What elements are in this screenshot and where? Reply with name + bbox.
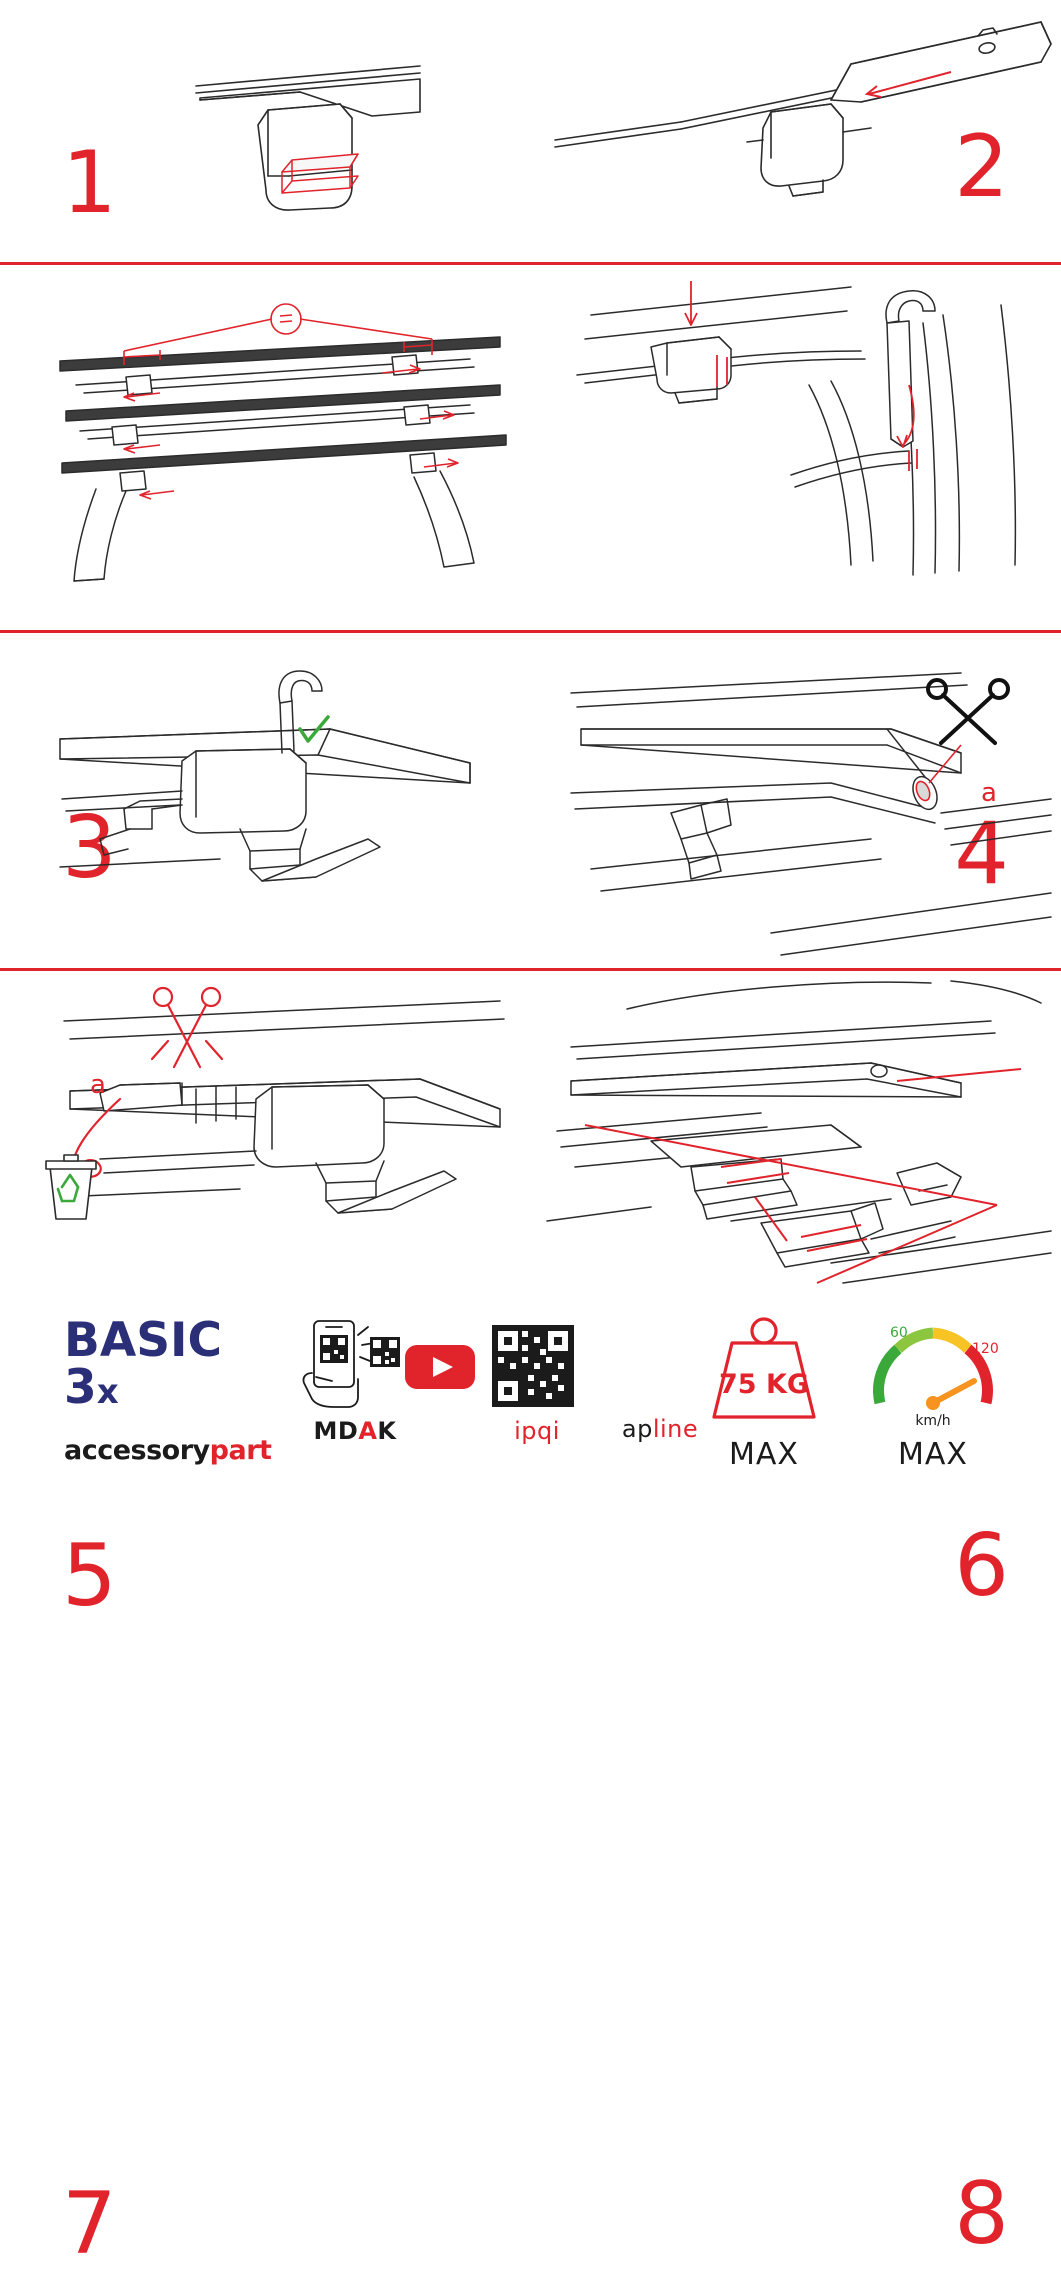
youtube-icon[interactable] (400, 1339, 480, 1395)
qr-code-icon (482, 1317, 592, 1409)
step-6-illustration (531, 633, 1061, 968)
brand-block (64, 1317, 284, 1464)
logo-youtube[interactable] (400, 1339, 480, 1395)
step-panel-7 (0, 971, 531, 1295)
step-panel-8 (531, 971, 1061, 1295)
step-7-illustration (0, 971, 531, 1295)
step-number-5: 5 (62, 1533, 115, 1619)
company-name-second: part (210, 1435, 272, 1466)
step-panel-6 (531, 633, 1061, 968)
step-4-illustration (531, 265, 1061, 630)
product-name-suffix: x (97, 1372, 119, 1412)
step-number-6: 6 (954, 1523, 1007, 1609)
max-speed-label: MAX (858, 1437, 1008, 1472)
step-panel-3 (0, 265, 531, 630)
speed-unit: km/h (915, 1413, 950, 1429)
step-panel-4 (531, 265, 1061, 630)
apline-part2: line (653, 1415, 698, 1443)
logo-ipqi (482, 1317, 592, 1445)
step-3-illustration (0, 265, 531, 630)
step-number-3: 3 (62, 805, 115, 891)
phone-qr-icon (296, 1317, 414, 1409)
step-number-1: 1 (62, 140, 115, 226)
weight-value: 75 KG (719, 1369, 809, 1400)
logo-caption-mdak (296, 1417, 414, 1445)
max-weight-label: MAX (684, 1437, 844, 1472)
label-a-step7: a (90, 1070, 106, 1100)
apline-part1: ap (622, 1415, 653, 1443)
company-name-first: accessory (64, 1435, 210, 1466)
mdak-part2: A (358, 1417, 377, 1445)
step-panel-1 (0, 0, 531, 262)
weight-icon (684, 1305, 844, 1433)
max-speed-block (858, 1303, 1008, 1472)
step-panel-5 (0, 633, 531, 968)
label-a-step6: a (981, 778, 997, 808)
speed-tick-120: 120 (972, 1341, 999, 1357)
mdak-part1: MD (314, 1417, 359, 1445)
speedometer-icon (858, 1303, 1008, 1433)
step-panel-2 (531, 0, 1061, 262)
speed-tick-60: 60 (890, 1325, 908, 1341)
step-row-2 (0, 265, 1061, 630)
step-row-3 (0, 633, 1061, 968)
step-8-illustration (531, 971, 1061, 1295)
logo-mdak (296, 1317, 414, 1445)
max-weight-block (684, 1305, 844, 1472)
step-row-1 (0, 0, 1061, 262)
company-name (64, 1437, 284, 1464)
step-number-8: 8 (954, 2171, 1007, 2257)
mdak-part3: K (377, 1417, 396, 1445)
step-number-2: 2 (954, 124, 1007, 210)
logo-caption-ipqi: ipqi (482, 1417, 592, 1445)
step-row-4 (0, 971, 1061, 1295)
product-name (64, 1317, 284, 1411)
step-number-7: 7 (62, 2181, 115, 2267)
step-number-4: 4 (954, 811, 1007, 897)
footer (0, 1295, 1061, 1500)
step-5-illustration (0, 633, 531, 968)
product-name-text: BASIC 3 (64, 1313, 222, 1415)
